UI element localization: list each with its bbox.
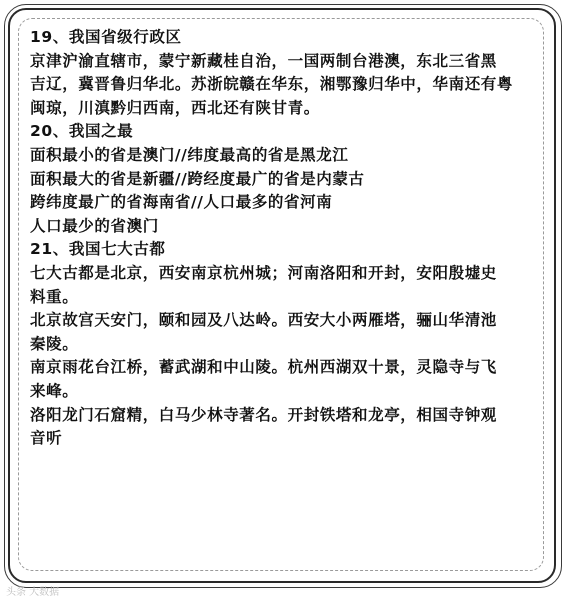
text-line: 跨纬度最广的省海南省//人口最多的省河南	[30, 193, 333, 212]
text-line: 京津沪渝直辖市，蒙宁新藏桂自治，一国两制台港澳，东北三省黑	[30, 51, 497, 70]
text-line: 面积最小的省是澳门//纬度最高的省是黑龙江	[30, 145, 349, 164]
text-line: 吉辽，冀晋鲁归华北。苏浙皖赣在华东，湘鄂豫归华中，华南还有粤	[30, 75, 514, 94]
text-line: 面积最大的省是新疆//跨经度最广的省是内蒙古	[30, 169, 365, 188]
text-line: 秦陵。	[30, 334, 79, 353]
text-line: 人口最少的省澳门	[30, 216, 159, 235]
text-line: 音听	[30, 429, 63, 448]
text-line: 来峰。	[30, 381, 79, 400]
text-line: 闽琼，川滇黔归西南，西北还有陕甘青。	[30, 98, 320, 117]
text-line: 南京雨花台江桥，蓄武湖和中山陵。杭州西湖双十景，灵隐寺与飞	[30, 358, 497, 377]
text-line: 北京故宫天安门，颐和园及八达岭。西安大小两雁塔，骊山华清池	[30, 311, 497, 330]
section-heading: 19、我国省级行政区	[30, 28, 182, 46]
section-heading: 20、我国之最	[30, 122, 134, 141]
section-heading: 21、我国七大古都	[30, 240, 166, 259]
note-content	[30, 26, 535, 451]
text-line: 洛阳龙门石窟精，白马少林寺著名。开封铁塔和龙亭，相国寺钟观	[30, 405, 497, 424]
watermark: 头条 大数据	[6, 587, 60, 598]
text-line: 七大古都是北京，西安南京杭州城；河南洛阳和开封，安阳殷墟史	[30, 263, 497, 282]
text-line: 料重。	[30, 287, 79, 306]
